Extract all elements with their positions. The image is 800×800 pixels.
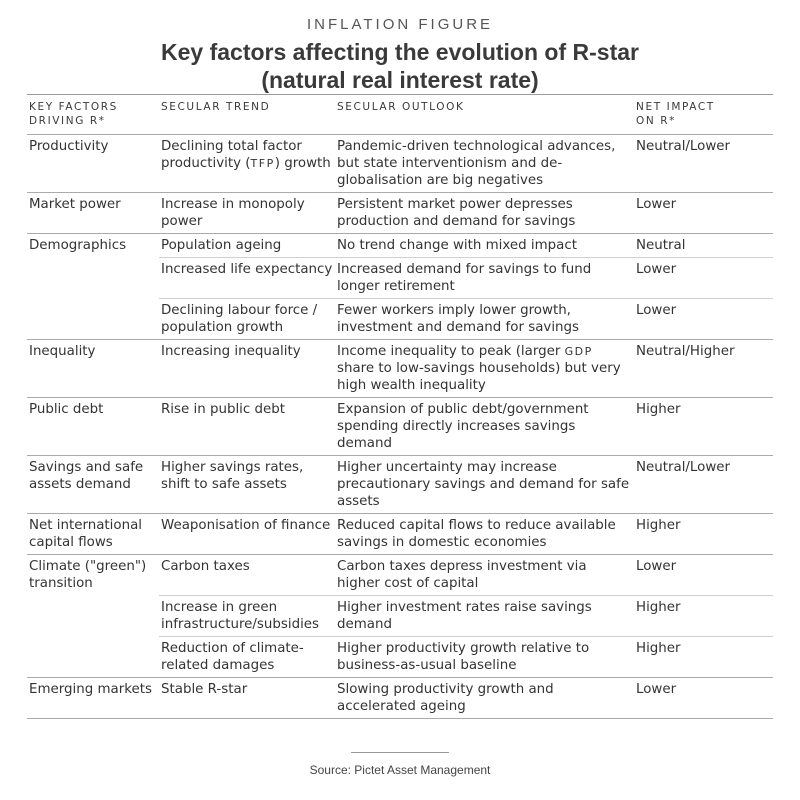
table-row	[27, 193, 773, 234]
outlook-cell: Expansion of public debt/government spending directly increases savings demand	[335, 398, 634, 456]
header-secular-outlook: SECULAR OUTLOOK	[337, 101, 465, 113]
impact-cell: Higher	[634, 596, 773, 637]
factor-cell: Climate ("green") transition	[27, 555, 159, 678]
trend-cell: Population ageing	[159, 234, 335, 258]
title-line-2: (natural real interest rate)	[261, 67, 539, 93]
impact-cell: Neutral	[634, 234, 773, 258]
table-row	[27, 398, 773, 456]
factor-cell: Net international capital flows	[27, 514, 159, 555]
outlook-cell: Higher productivity growth relative to business-as-usual baseline	[335, 637, 634, 678]
outlook-cell: No trend change with mixed impact	[335, 234, 634, 258]
impact-cell: Higher	[634, 398, 773, 456]
impact-cell: Lower	[634, 555, 773, 596]
outlook-cell: Fewer workers imply lower growth, investment and demand for savings	[335, 299, 634, 340]
impact-cell: Neutral/Higher	[634, 340, 773, 398]
impact-cell: Higher	[634, 514, 773, 555]
factor-cell: Public debt	[27, 398, 159, 456]
factor-cell: Productivity	[27, 135, 159, 193]
table-header-row	[27, 95, 773, 135]
trend-cell: Higher savings rates, shift to safe assets	[159, 456, 335, 514]
trend-cell: Stable R-star	[159, 678, 335, 719]
impact-cell: Lower	[634, 193, 773, 234]
trend-cell: Increased life expectancy	[159, 258, 335, 299]
factors-table	[27, 94, 773, 719]
header-key-factors: KEY FACTORS DRIVING R*	[29, 101, 118, 127]
factor-cell: Demographics	[27, 234, 159, 340]
outlook-cell: Carbon taxes depress investment via higher cost of capital	[335, 555, 634, 596]
trend-cell: Declining total factor productivity (TFP) growth	[159, 135, 335, 193]
header-secular-trend: SECULAR TREND	[161, 101, 271, 113]
trend-cell: Increase in monopoly power	[159, 193, 335, 234]
page-title	[0, 38, 800, 94]
trend-cell: Reduction of climate-related damages	[159, 637, 335, 678]
factor-cell: Emerging markets	[27, 678, 159, 719]
impact-cell: Neutral/Lower	[634, 456, 773, 514]
factor-cell: Savings and safe assets demand	[27, 456, 159, 514]
impact-cell: Lower	[634, 678, 773, 719]
impact-cell: Lower	[634, 258, 773, 299]
trend-cell: Declining labour force / population growth	[159, 299, 335, 340]
table-row	[27, 135, 773, 193]
outlook-cell: Persistent market power depresses production and demand for savings	[335, 193, 634, 234]
trend-cell: Weaponisation of finance	[159, 514, 335, 555]
table-row	[27, 340, 773, 398]
table-row	[27, 234, 773, 258]
outlook-cell: Pandemic-driven technological advances, but state interventionism and de-globalisation are big negatives	[335, 135, 634, 193]
trend-cell: Carbon taxes	[159, 555, 335, 596]
trend-cell: Increasing inequality	[159, 340, 335, 398]
trend-cell: Rise in public debt	[159, 398, 335, 456]
outlook-cell: Higher investment rates raise savings demand	[335, 596, 634, 637]
trend-cell: Increase in green infrastructure/subsidies	[159, 596, 335, 637]
outlook-cell: Slowing productivity growth and accelerated ageing	[335, 678, 634, 719]
impact-cell: Neutral/Lower	[634, 135, 773, 193]
outlook-cell: Income inequality to peak (larger GDP share to low-savings households) but very high wealth inequality	[335, 340, 634, 398]
impact-cell: Lower	[634, 299, 773, 340]
impact-cell: Higher	[634, 637, 773, 678]
supertitle: INFLATION FIGURE	[306, 16, 494, 33]
source-note: Source: Pictet Asset Management	[309, 763, 491, 777]
table-row	[27, 555, 773, 596]
header-net-impact: NET IMPACT ON R*	[636, 101, 715, 127]
outlook-cell: Higher uncertainty may increase precautionary savings and demand for safe assets	[335, 456, 634, 514]
outlook-cell: Increased demand for savings to fund longer retirement	[335, 258, 634, 299]
factor-cell: Inequality	[27, 340, 159, 398]
factor-cell: Market power	[27, 193, 159, 234]
title-line-1: Key factors affecting the evolution of R-star	[161, 39, 639, 65]
table-row	[27, 456, 773, 514]
table-row	[27, 514, 773, 555]
outlook-cell: Reduced capital flows to reduce available savings in domestic economies	[335, 514, 634, 555]
footer-divider	[351, 752, 449, 753]
table-row	[27, 678, 773, 719]
